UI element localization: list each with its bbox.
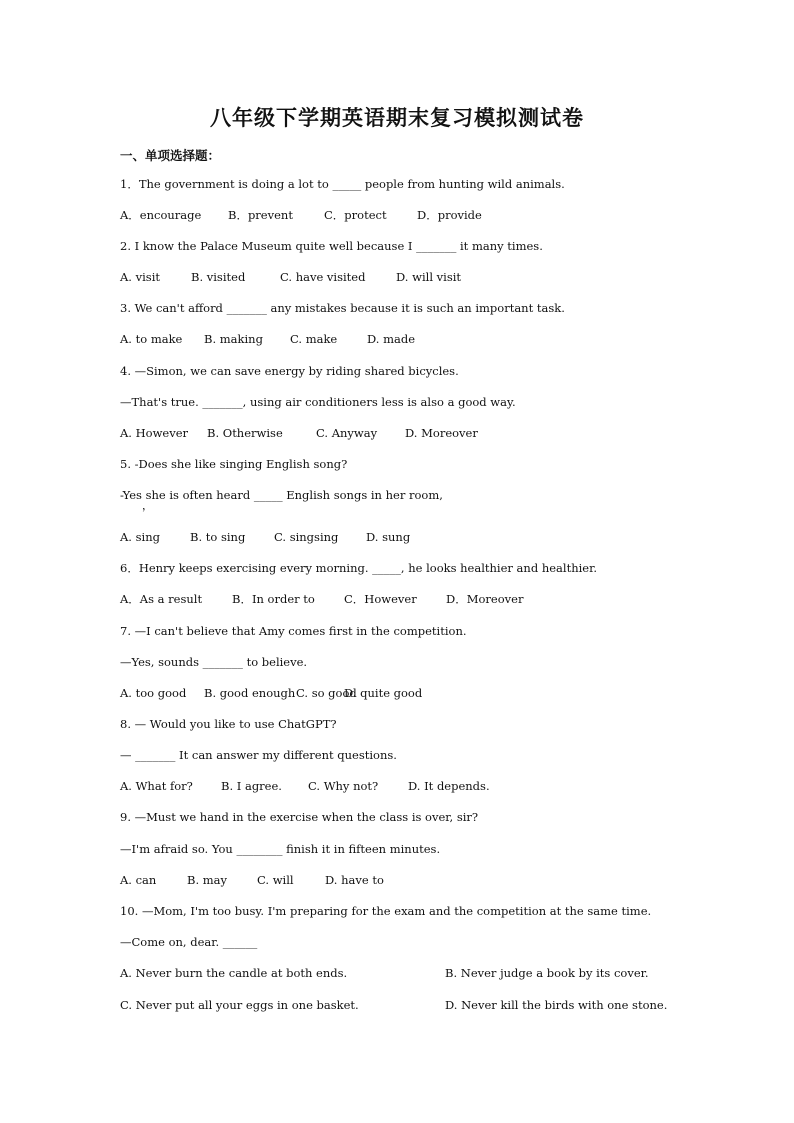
question-8-stem: 8. — Would you like to use ChatGPT? (120, 717, 337, 731)
q9-option-a: A. can (120, 873, 157, 887)
q6-option-b: B．In order to (232, 592, 315, 606)
q9-option-d: D. have to (325, 873, 384, 887)
q4-option-d: D. Moreover (405, 426, 478, 440)
question-4-stem: 4. —Simon, we can save energy by riding shared bicycles. (120, 364, 459, 378)
stray-comma-mark: ， (142, 499, 153, 512)
q2-option-a: A. visit (120, 270, 160, 284)
q3-option-d: D. made (367, 332, 416, 346)
q7-option-d: D. quite good (344, 686, 423, 700)
question-4-reply: —That's true. _______, using air conditioners less is also a good way. (120, 395, 516, 409)
question-2-stem: 2. I know the Palace Museum quite well because I _______ it many times. (120, 239, 543, 253)
q1-option-c: C．protect (324, 208, 387, 222)
q1-option-d: D．provide (417, 208, 482, 222)
q5-option-a: A. sing (120, 530, 160, 544)
page-title: 八年级下学期英语期末复习模拟测试卷 (210, 106, 584, 130)
q3-option-c: C. make (290, 332, 338, 346)
question-7-stem: 7. —I can't believe that Amy comes first in the competition. (120, 624, 467, 638)
q9-option-b: B. may (187, 873, 228, 887)
question-1-stem: 1．The government is doing a lot to _____ people from hunting wild animals. (120, 177, 565, 191)
question-10-reply: —Come on, dear. ______ (120, 935, 258, 949)
q8-option-a: A. What for? (120, 779, 193, 793)
q3-option-b: B. making (204, 332, 263, 346)
q2-option-b: B. visited (191, 270, 246, 284)
question-10-stem: 10. —Mom, I'm too busy. I'm preparing for the exam and the competition at the same time. (120, 904, 652, 918)
q10-option-c: C. Never put all your eggs in one basket. (120, 998, 359, 1012)
question-5-reply: -Yes she is often heard _____ English songs in her room, (120, 488, 443, 502)
q9-option-c: C. will (257, 873, 294, 887)
q10-option-b: B. Never judge a book by its cover. (445, 966, 649, 980)
q4-option-b: B. Otherwise (207, 426, 283, 440)
q2-option-d: D. will visit (396, 270, 462, 284)
q8-option-b: B. I agree. (221, 779, 282, 793)
q4-option-a: A. However (120, 426, 189, 440)
question-7-reply: —Yes, sounds _______ to believe. (120, 655, 308, 669)
question-9-reply: —I'm afraid so. You ________ finish it in fifteen minutes. (120, 842, 441, 856)
q7-option-a: A. too good (120, 686, 187, 700)
q5-option-c: C. singsing (274, 530, 339, 544)
q1-option-b: B．prevent (228, 208, 293, 222)
q8-option-d: D. It depends. (408, 779, 490, 793)
question-6-stem: 6．Henry keeps exercising every morning. _____, he looks healthier and healthier. (120, 561, 597, 575)
section-heading: 一、单项选择题： (120, 148, 221, 163)
q10-option-a: A. Never burn the candle at both ends. (120, 966, 348, 980)
q7-option-c: C. so good (296, 686, 357, 700)
question-5-stem: 5. -Does she like singing English song? (120, 457, 348, 471)
q5-option-d: D. sung (366, 530, 411, 544)
question-8-reply: — _______ It can answer my different questions. (120, 748, 397, 762)
q3-option-a: A. to make (120, 332, 183, 346)
q2-option-c: C. have visited (280, 270, 366, 284)
q8-option-c: C. Why not? (308, 779, 379, 793)
q5-option-b: B. to sing (190, 530, 246, 544)
q4-option-c: C. Anyway (316, 426, 378, 440)
q6-option-c: C．However (344, 592, 417, 606)
question-3-stem: 3. We can't afford _______ any mistakes because it is such an important task. (120, 301, 565, 315)
q7-option-b: B. good enough (204, 686, 296, 700)
q6-option-a: A．As a result (120, 592, 203, 606)
question-9-stem: 9. —Must we hand in the exercise when the class is over, sir? (120, 810, 479, 824)
q6-option-d: D．Moreover (446, 592, 524, 606)
q1-option-a: A．encourage (120, 208, 202, 222)
q10-option-d: D. Never kill the birds with one stone. (445, 998, 668, 1012)
